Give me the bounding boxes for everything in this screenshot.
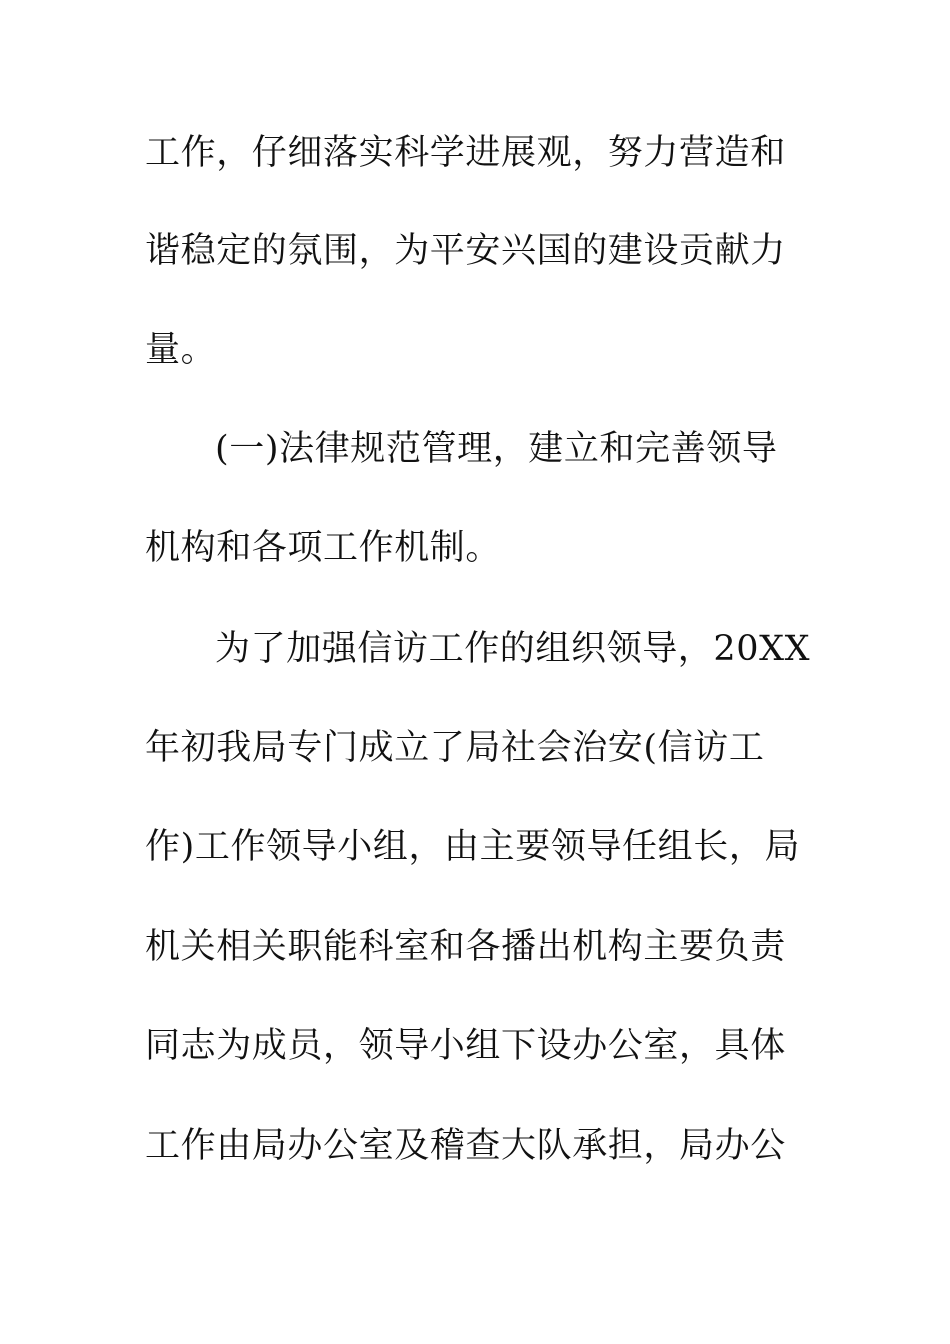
text-line-6: 为了加强信访工作的组织领导，20XX (215, 629, 811, 669)
section-heading-line-1: (一)法律规范管理，建立和完善领导 (215, 429, 778, 469)
text-line-8: 作)工作领导小组，由主要领导任组长，局 (145, 827, 801, 867)
text-line-10: 同志为成员，领导小组下设办公室，具体 (145, 1026, 786, 1066)
text-line-7: 年初我局专门成立了局社会治安(信访工 (145, 728, 765, 768)
text-line-9: 机关相关职能科室和各播出机构主要负责 (145, 927, 786, 967)
text-line-11: 工作由局办公室及稽查大队承担，局办公 (145, 1126, 786, 1166)
text-line-3: 量。 (145, 330, 217, 370)
text-line-1: 工作，仔细落实科学进展观，努力营造和 (145, 133, 786, 173)
section-heading-line-2: 机构和各项工作机制。 (145, 528, 502, 568)
text-line-2: 谐稳定的氛围，为平安兴国的建设贡献力 (145, 231, 786, 271)
